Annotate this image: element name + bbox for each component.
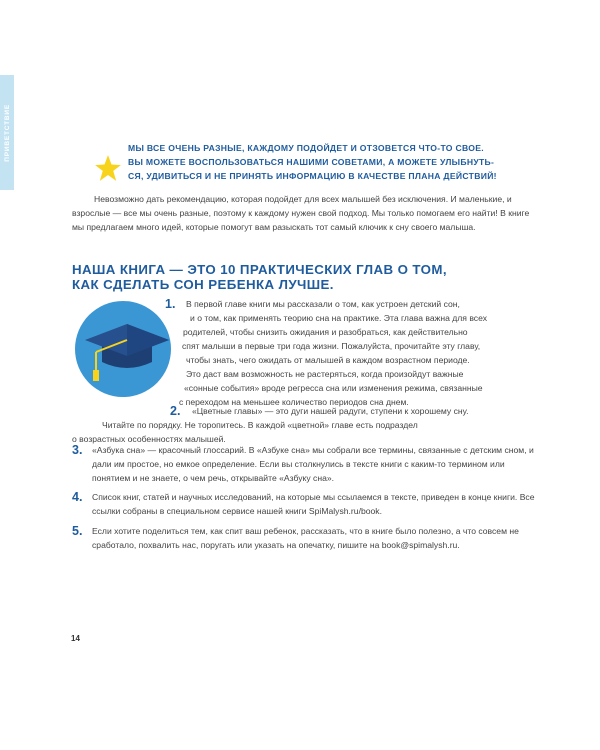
item1-line: родителей, чтобы снизить ожидания и разобраться, как действительно [183, 327, 468, 337]
callout-line: МЫ ВСЕ ОЧЕНЬ РАЗНЫЕ, КАЖДОМУ ПОДОЙДЕТ И ОТЗОВЕТСЯ ЧТО-ТО СВОЕ. [128, 143, 484, 153]
intro-paragraph: Невозможно дать рекомендацию, которая подойдет для всех малышей без исключения. И маленькие, и взрослые — все мы очень разные, поэтому к каждому нужен свой подход. Мы только помогаем его найти! В книге мы предлагаем много идей, которые помогут вам разыскать тот самый ключик к сну своего малыша. [72, 194, 530, 232]
item1-line: чтобы знать, чего ожидать от малышей в каждом возрастном периоде. [186, 355, 470, 365]
list-text: Если хотите поделиться тем, как спит ваш ребенок, рассказать, что в книге было полезно, а что совсем не сработало, похвалить нас, поругать или указать на опечатку, пишите на book@spimalysh.ru. [92, 525, 519, 550]
item1-line: Это даст вам возможность не растеряться, когда произойдут важные [186, 369, 464, 379]
list-item [72, 444, 542, 485]
item1-line: и о том, как применять теорию сна на практике. Эта глава важна для всех [190, 313, 487, 323]
graduation-cap-icon [82, 318, 172, 388]
list-number: 2. [170, 404, 181, 418]
item1-line: спят малыши в первые три года жизни. Пожалуйста, прочитайте эту главу, [182, 341, 481, 351]
item2-line: Читайте по порядку. Не торопитесь. В каждой «цветной» главе есть подраздел [102, 420, 418, 430]
list-text: Список книг, статей и научных исследований, на которые мы ссылаемся в тексте, приведен в конце книги. Все ссылки собраны в специальном сервисе нашей книги SpiMalysh.ru/book. [92, 492, 535, 517]
item2-line: «Цветные главы» — это дуги нашей радуги, ступени к хорошему сну. [192, 406, 469, 416]
list-number: 3. [72, 443, 83, 457]
list-text: «Азбука сна» — красочный глоссарий. В «Азбуке сна» мы собрали все термины, связанные с детским сном, и дали им простое, но емкое определение. Если вы столкнулись в тексте книги с каким-то термином или понятием и не знаете, о чем речь, открывайте «Азбуку сна». [92, 445, 534, 483]
item2-line: о возрастных особенностях малышей. [72, 434, 226, 444]
numbered-list [72, 444, 542, 559]
list-number: 4. [72, 490, 83, 505]
item1-line: с переходом на меньшее количество периодов сна днем. [179, 397, 409, 407]
list-item [72, 491, 542, 519]
item1-line: «сонные события» вроде регресса сна или изменения режима, связанные [184, 383, 483, 393]
chapter-side-label: ПРИВЕТСТВИЕ [3, 103, 11, 162]
list-number: 5. [72, 523, 83, 538]
callout-line: ВЫ МОЖЕТЕ ВОСПОЛЬЗОВАТЬСЯ НАШИМИ СОВЕТАМИ, А МОЖЕТЕ УЛЫБНУТЬ- [128, 157, 495, 167]
list-item [72, 525, 542, 553]
section-heading: НАША КНИГА — ЭТО 10 ПРАКТИЧЕСКИХ ГЛАВ О ТОМ, КАК СДЕЛАТЬ СОН РЕБЕНКА ЛУЧШЕ. [72, 262, 447, 292]
list-number: 1. [165, 297, 176, 311]
callout-line: СЯ, УДИВИТЬСЯ И НЕ ПРИНЯТЬ ИНФОРМАЦИЮ В КАЧЕСТВЕ ПЛАНА ДЕЙСТВИЙ! [128, 171, 497, 181]
item1-line: В первой главе книги мы рассказали о том, как устроен детский сон, [186, 299, 460, 309]
page-number: 14 [71, 634, 80, 643]
callout-text [128, 141, 538, 183]
star-icon [94, 154, 122, 182]
